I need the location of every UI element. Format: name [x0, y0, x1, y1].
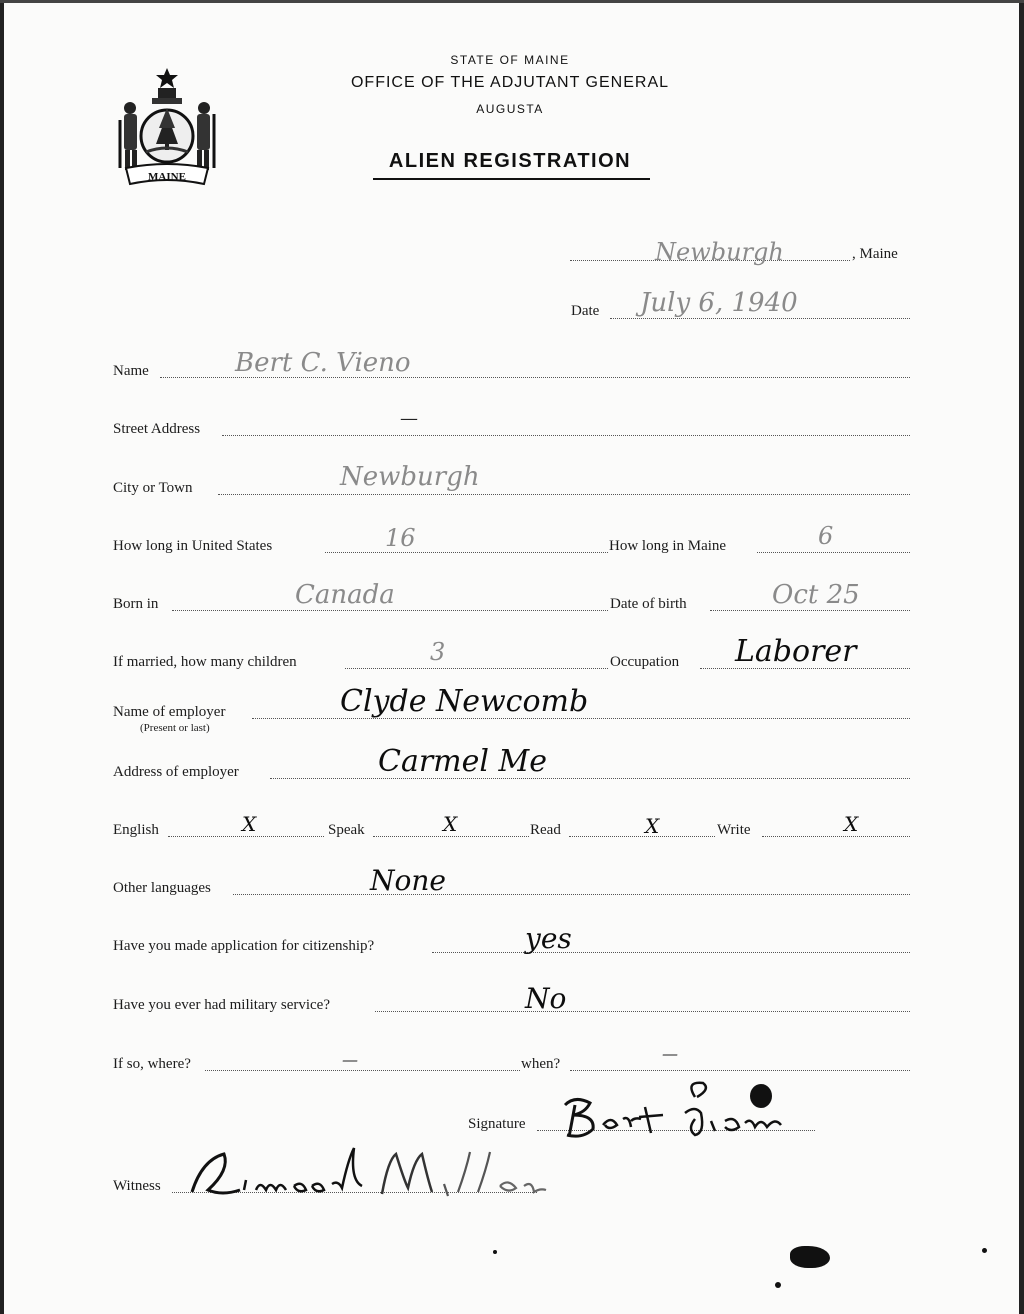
state-seal-icon: [112, 64, 222, 188]
applicant-signature: [545, 1075, 815, 1145]
military-label: Have you ever had military service?: [113, 997, 330, 1013]
occupation-entry: Laborer: [735, 634, 857, 669]
speak-line: [373, 836, 529, 837]
how-long-maine-entry: 6: [818, 522, 834, 550]
office-heading: OFFICE OF THE ADJUTANT GENERAL: [350, 74, 670, 91]
employer-address-label: Address of employer: [113, 764, 239, 780]
city-heading: AUGUSTA: [476, 102, 544, 116]
form-title: ALIEN REGISTRATION: [388, 150, 632, 172]
date-of-birth-line: [710, 610, 910, 611]
citizenship-entry: yes: [525, 922, 572, 955]
other-languages-label: Other languages: [113, 880, 211, 896]
employer-sublabel: (Present or last): [140, 722, 210, 734]
city-label: City or Town: [113, 480, 193, 496]
born-in-entry: Canada: [295, 580, 395, 610]
ink-blot: [750, 1084, 772, 1108]
witness-label: Witness: [113, 1178, 161, 1194]
how-long-maine-label: How long in Maine: [609, 538, 727, 554]
english-entry: X: [242, 812, 257, 836]
how-long-us-label: How long in United States: [113, 538, 273, 554]
employer-entry: Clyde Newcomb: [340, 684, 589, 719]
english-label: English: [113, 822, 159, 838]
read-line: [569, 836, 715, 837]
how-long-us-entry: 16: [385, 524, 416, 552]
date-of-birth-entry: Oct 25: [772, 580, 860, 610]
where-entry: —: [342, 1050, 358, 1069]
children-line: [345, 668, 608, 669]
date-label: Date: [571, 303, 600, 319]
citizenship-label: Have you made application for citizenship?: [113, 938, 375, 954]
ink-smudge: [790, 1246, 830, 1268]
maine-label: , Maine: [852, 246, 898, 262]
when-line: [570, 1070, 910, 1071]
title-underline: [373, 178, 650, 180]
name-label: Name: [113, 363, 149, 379]
date-entry: July 6, 1940: [640, 288, 798, 318]
where-line: [205, 1070, 520, 1071]
ink-dot-small: [493, 1250, 497, 1254]
other-languages-line: [233, 894, 910, 895]
born-in-line: [172, 610, 608, 611]
signature-label: Signature: [468, 1116, 526, 1132]
ink-dot: [775, 1282, 781, 1288]
date-of-birth-label: Date of birth: [610, 596, 687, 612]
employer-address-entry: Carmel Me: [378, 744, 547, 779]
town-entry: Newburgh: [655, 238, 784, 266]
how-long-maine-line: [757, 552, 910, 553]
street-line: [222, 435, 910, 436]
how-long-us-line: [325, 552, 608, 553]
street-label: Street Address: [113, 421, 201, 437]
date-line: [610, 318, 910, 319]
citizenship-line: [432, 952, 910, 953]
when-entry: —: [662, 1044, 678, 1063]
english-line: [168, 836, 324, 837]
military-line: [375, 1011, 910, 1012]
other-languages-entry: None: [370, 864, 446, 897]
speak-entry: X: [443, 812, 458, 836]
speak-label: Speak: [328, 822, 365, 838]
employer-address-line: [270, 778, 910, 779]
read-entry: X: [645, 814, 660, 838]
read-label: Read: [530, 822, 561, 838]
children-label: If married, how many children: [113, 654, 297, 670]
ink-dot-edge: [982, 1248, 987, 1253]
military-entry: No: [525, 982, 567, 1015]
occupation-label: Occupation: [610, 654, 680, 670]
city-line: [218, 494, 910, 495]
seal-motto: MAINE: [148, 171, 186, 183]
witness-signature: [182, 1140, 572, 1210]
children-entry: 3: [430, 638, 446, 666]
write-label: Write: [717, 822, 751, 838]
state-heading: STATE OF MAINE: [450, 53, 570, 67]
street-entry: —: [400, 408, 418, 429]
born-in-label: Born in: [113, 596, 159, 612]
city-entry: Newburgh: [340, 462, 480, 492]
write-entry: X: [844, 812, 859, 836]
name-entry: Bert C. Vieno: [235, 348, 411, 378]
write-line: [762, 836, 910, 837]
where-label: If so, where?: [113, 1056, 191, 1072]
employer-label: Name of employer: [113, 704, 226, 720]
scan-edge-left: [0, 0, 4, 1314]
scan-edge-top: [0, 0, 1024, 3]
scan-edge-right: [1019, 0, 1024, 1314]
when-label: when?: [521, 1056, 561, 1072]
